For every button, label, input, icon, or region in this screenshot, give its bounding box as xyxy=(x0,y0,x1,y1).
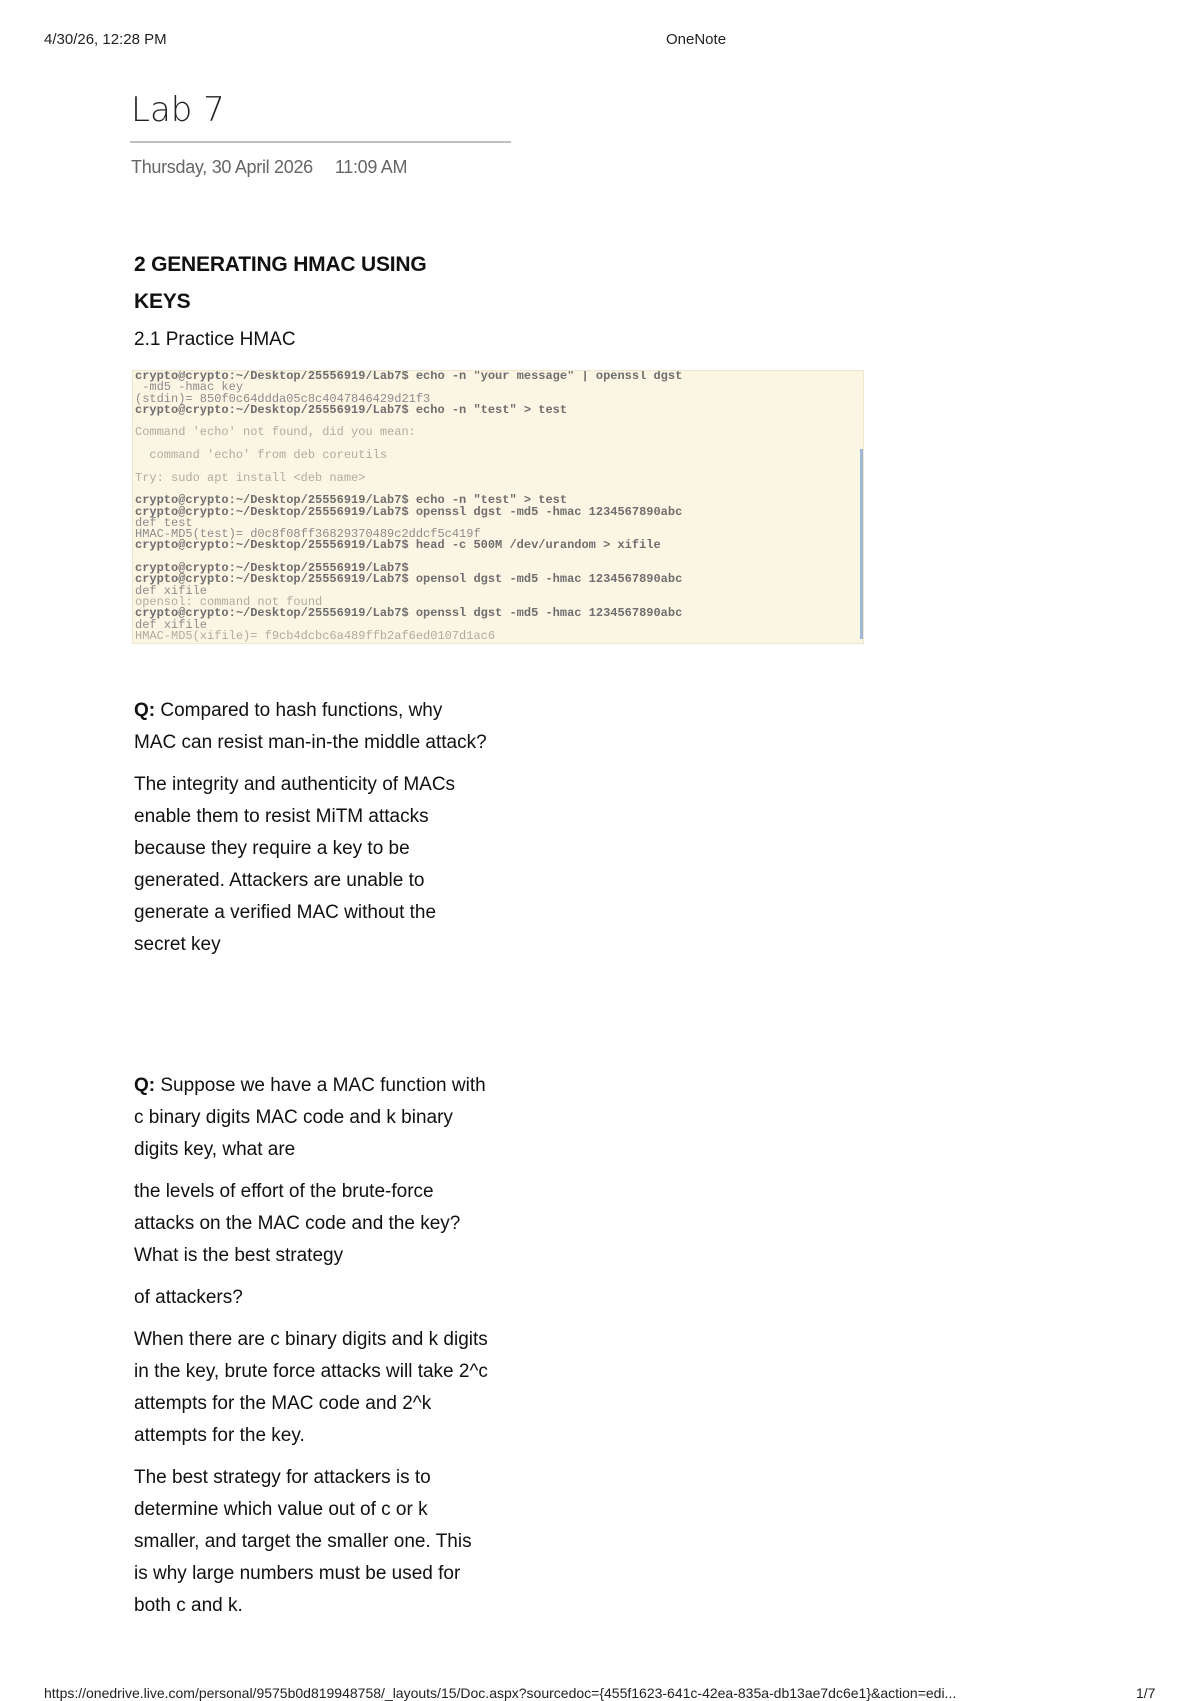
terminal-line: crypto@crypto:~/Desktop/25556919/Lab7$ openssl dgst -md5 -hmac 1234567890abc xyxy=(135,606,683,621)
terminal-line: def test xyxy=(135,515,193,530)
question-2-block xyxy=(134,1070,489,1632)
section-block xyxy=(134,246,494,356)
page-date: Thursday, 30 April 2026 xyxy=(131,157,313,177)
question-2-text-part-3: of attackers? xyxy=(134,1287,243,1308)
print-footer-url: https://onedrive.live.com/personal/9575b0d819948758/_layouts/15/Doc.aspx?sourcedoc={455f1623-641c-42ea-835a-db13ae7dc6e1}&action=edi... xyxy=(44,1685,957,1701)
question-2-text-part-1: Suppose we have a MAC function with c binary digits MAC code and k binary digits key, what are xyxy=(134,1075,486,1160)
question-1-block xyxy=(134,695,489,971)
terminal-output xyxy=(133,371,863,642)
terminal-line: crypto@crypto:~/Desktop/25556919/Lab7$ xyxy=(135,561,409,576)
answer-2-part-1: When there are c binary digits and k digits in the key, brute force attacks will take 2^c attempts for the MAC code and 2^k attempts for the key. xyxy=(134,1329,488,1446)
section-heading xyxy=(134,246,494,320)
question-1 xyxy=(134,695,489,759)
question-1-text: Compared to hash functions, why MAC can resist man-in-the middle attack? xyxy=(134,700,487,753)
answer-2-part-2: The best strategy for attackers is to determine which value out of c or k smaller, and target the smaller one. This is why large numbers must be used for both c and k. xyxy=(134,1467,472,1616)
section-heading-line-2: KEYS xyxy=(134,290,191,313)
page-datetime xyxy=(131,157,407,178)
terminal-line: crypto@crypto:~/Desktop/25556919/Lab7$ echo -n "test" > test xyxy=(135,402,568,417)
terminal-line: opensol: command not found xyxy=(135,594,323,609)
terminal-line: Command 'echo' not found, did you mean: xyxy=(135,425,416,440)
page-time: 11:09 AM xyxy=(334,157,408,177)
page-title[interactable]: Lab 7 xyxy=(131,90,225,130)
answer-1: The integrity and authenticity of MACs enable them to resist MiTM attacks because they require a key to be generated. Attackers are unable to generate a verified MAC without the secret key xyxy=(134,774,456,955)
print-header-app-name: OneNote xyxy=(666,31,727,48)
terminal-screenshot xyxy=(132,370,864,644)
print-header-datetime: 4/30/26, 12:28 PM xyxy=(44,31,167,48)
terminal-line: -md5 -hmac key xyxy=(135,380,244,395)
terminal-line: command 'echo' from deb coreutils xyxy=(135,448,388,463)
terminal-line: crypto@crypto:~/Desktop/25556919/Lab7$ openssl dgst -md5 -hmac 1234567890abc xyxy=(135,504,683,519)
section-heading-line-1: 2 GENERATING HMAC USING xyxy=(134,253,427,276)
terminal-line: crypto@crypto:~/Desktop/25556919/Lab7$ echo -n "your message" | openssl dgst xyxy=(135,370,683,383)
terminal-line: crypto@crypto:~/Desktop/25556919/Lab7$ opensol dgst -md5 -hmac 1234567890abc xyxy=(135,572,683,587)
terminal-scrollbar xyxy=(860,449,863,639)
question-label: Q: xyxy=(134,1075,156,1096)
terminal-line: def xifile xyxy=(135,583,208,598)
terminal-line: (stdin)= 850f0c64ddda05c8c4047846429d21f3 xyxy=(135,391,431,406)
terminal-line: crypto@crypto:~/Desktop/25556919/Lab7$ head -c 500M /dev/urandom > xifile xyxy=(135,538,661,553)
question-label: Q: xyxy=(134,700,156,721)
terminal-line: Try: sudo apt install <deb name> xyxy=(135,470,366,485)
subsection-heading: 2.1 Practice HMAC xyxy=(134,329,296,350)
terminal-line: def xifile xyxy=(135,617,208,632)
question-2 xyxy=(134,1070,489,1166)
terminal-line: HMAC-MD5(xifile)= f9cb4dcbc6a489ffb2af6ed0107d1ac6 xyxy=(135,628,496,643)
question-2-text-part-2: the levels of effort of the brute-force attacks on the MAC code and the key? What is the best strategy xyxy=(134,1181,461,1266)
title-divider xyxy=(130,141,511,143)
terminal-line: HMAC-MD5(test)= d0c8f08ff36829370489c2ddcf5c419f xyxy=(135,527,481,542)
print-footer-page-number: 1/7 xyxy=(1136,1685,1156,1701)
terminal-line: crypto@crypto:~/Desktop/25556919/Lab7$ echo -n "test" > test xyxy=(135,493,568,508)
